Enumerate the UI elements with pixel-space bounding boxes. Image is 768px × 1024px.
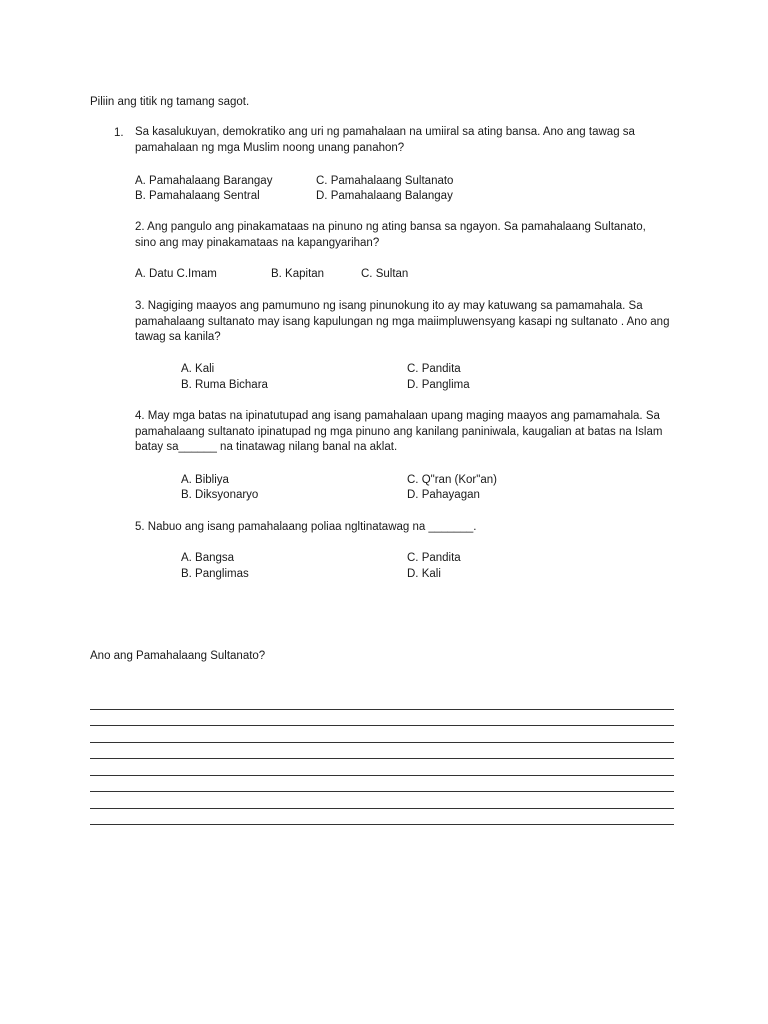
question-4-text: 4. May mga batas na ipinatutupad ang isang pamahalaan upang maging maayos ang pamamahala. Sa pamahalaang sultanato ipinatupad ng mga pinuno ang kanilang paniniwala, kaugalian at batas na Islam batay sa______ na tinatawag nilang banal na aklat. <box>135 410 663 454</box>
question-1-number: 1. <box>114 127 124 139</box>
question-5-text: 5. Nabuo ang isang pamahalaang poliaa ngltinatawag na _______. <box>135 521 477 533</box>
q4-choice-b: B. Diksyonaryo <box>181 489 259 501</box>
q1-choice-d: D. Pamahalaang Balangay <box>316 190 453 202</box>
answer-line <box>90 709 674 710</box>
answer-line <box>90 758 674 759</box>
q3-choice-d: D. Panglima <box>407 379 470 391</box>
question-2-text: 2. Ang pangulo ang pinakamataas na pinuno ng ating bansa sa ngayon. Sa pamahalaang Sultanato, sino ang may pinakamataas na kapangyarihan? <box>135 221 646 249</box>
q1-choice-a: A. Pamahalaang Barangay <box>135 175 273 187</box>
q5-choice-a: A. Bangsa <box>181 552 235 564</box>
answer-line <box>90 742 674 743</box>
q1-choice-b: B. Pamahalaang Sentral <box>135 190 260 202</box>
q4-choice-a: A. Bibliya <box>181 474 229 486</box>
q3-choice-a: A. Kali <box>181 363 215 375</box>
essay-question: Ano ang Pamahalaang Sultanato? <box>90 650 266 662</box>
q5-choice-d: D. Kali <box>407 568 441 580</box>
q4-choice-c: C. Q"ran (Kor"an) <box>407 474 497 486</box>
answer-line <box>90 824 674 825</box>
question-1-text: Sa kasalukuyan, demokratiko ang uri ng pamahalaan na umiiral sa ating bansa. Ano ang tawag sa pamahalaan ng mga Muslim noong unang panahon? <box>135 126 635 154</box>
q5-choice-c: C. Pandita <box>407 552 461 564</box>
question-3-text: 3. Nagiging maayos ang pamumuno ng isang pinunokung ito ay may katuwang sa pamamahala. Sa pamahalaang sultanato may isang kapulungan ng mga maiimpluwensyang kasapi ng sultanato . Ano ang tawag sa kanila? <box>135 300 670 344</box>
q2-choice-b: B. Kapitan <box>271 268 325 280</box>
answer-line <box>90 725 674 726</box>
q5-choice-b: B. Panglimas <box>181 568 249 580</box>
q4-choice-d: D. Pahayagan <box>407 489 480 501</box>
instruction: Piliin ang titik ng tamang sagot. <box>90 96 250 108</box>
q2-choice-a: A. Datu C.Imam <box>135 268 217 280</box>
q3-choice-c: C. Pandita <box>407 363 461 375</box>
q1-choice-c: C. Pamahalaang Sultanato <box>316 175 454 187</box>
answer-line <box>90 775 674 776</box>
answer-line <box>90 808 674 809</box>
q3-choice-b: B. Ruma Bichara <box>181 379 268 391</box>
q2-choice-c: C. Sultan <box>361 268 409 280</box>
answer-line <box>90 791 674 792</box>
